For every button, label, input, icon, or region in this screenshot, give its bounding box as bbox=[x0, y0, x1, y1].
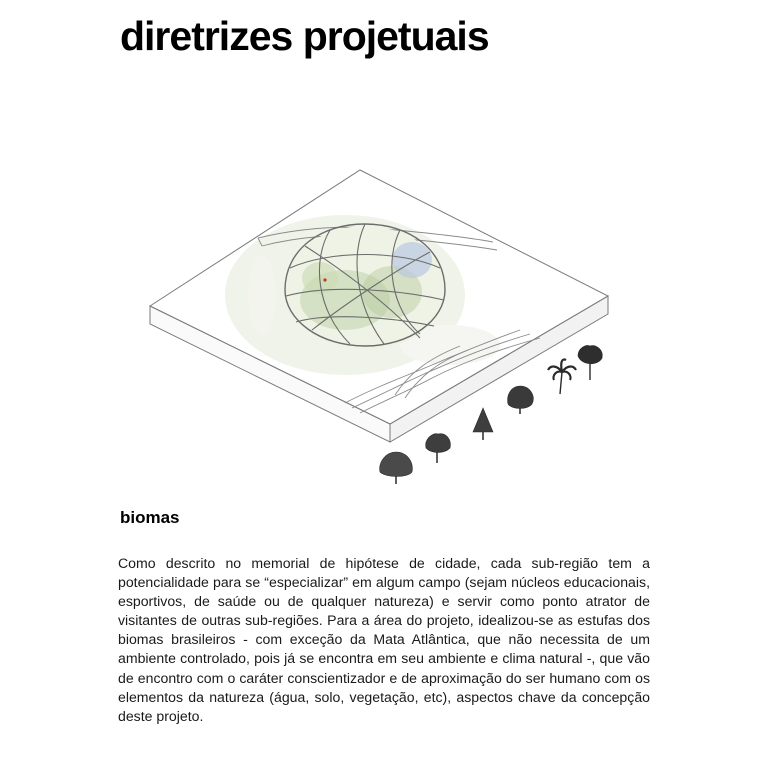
section-heading: biomas bbox=[120, 508, 180, 527]
tree-icon-2 bbox=[426, 434, 451, 463]
tree-icon-3 bbox=[473, 408, 493, 440]
isometric-site-illustration bbox=[130, 160, 630, 500]
tree-icon-6 bbox=[578, 345, 602, 380]
tree-icon-4 bbox=[508, 386, 534, 414]
body-paragraph: Como descrito no memorial de hipótese de cidade, cada sub-região tem a potencialidade para se “especializar” em algum campo (sejam núcleos educacionais, esportivos, de saúde ou de qualquer natureza) e servir como ponto atrator de visitantes de outras sub-regiões. Para a área do projeto, idealizou-se as estufas dos biomas brasileiros - com exceção da Mata Atlântica, que não necessita de um ambiente controlado, pois já se encontra em seu ambiente e clima natural -, que vão de encontro com o caráter conscientizador e de aproximação do ser humano com os elementos da natureza (água, solo, vegetação, etc), aspectos chave da concepção deste projeto. bbox=[118, 555, 650, 724]
tree-icon-5 bbox=[548, 360, 576, 395]
page-title: diretrizes projetuais bbox=[120, 13, 489, 59]
tree-icon-1 bbox=[380, 452, 413, 484]
